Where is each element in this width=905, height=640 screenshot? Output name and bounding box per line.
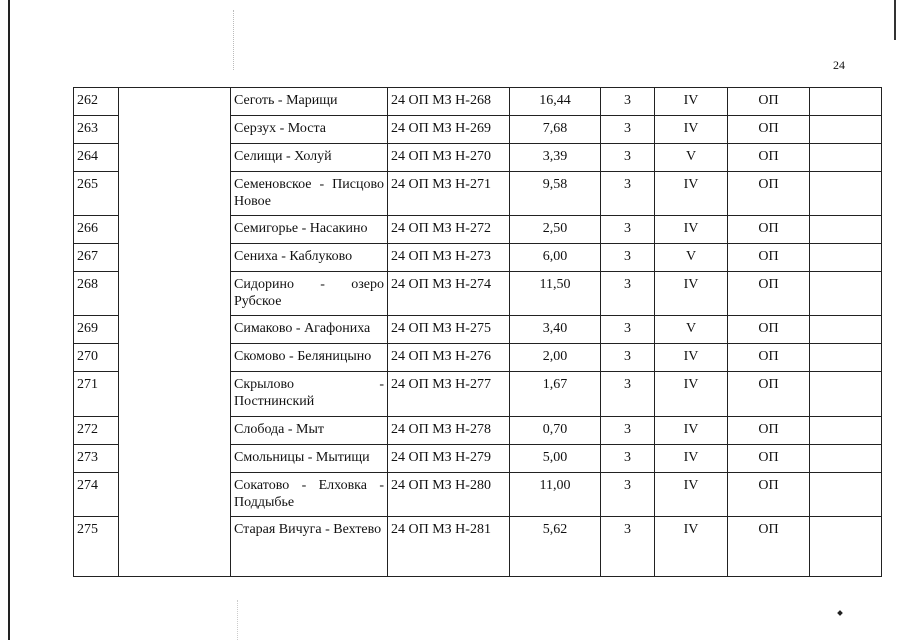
road-significance: ОП bbox=[728, 344, 810, 372]
road-length: 5,62 bbox=[510, 517, 601, 577]
road-category: IV bbox=[655, 473, 728, 517]
empty-cell bbox=[810, 272, 882, 316]
road-name: Серзух - Моста bbox=[231, 116, 388, 144]
row-number: 264 bbox=[74, 144, 119, 172]
empty-cell bbox=[810, 88, 882, 116]
road-category: IV bbox=[655, 445, 728, 473]
scan-artifact bbox=[237, 600, 239, 640]
road-name: Селищи - Холуй bbox=[231, 144, 388, 172]
row-number: 269 bbox=[74, 316, 119, 344]
road-significance: ОП bbox=[728, 88, 810, 116]
road-code: 24 ОП МЗ Н-276 bbox=[388, 344, 510, 372]
row-number: 262 bbox=[74, 88, 119, 116]
road-lanes: 3 bbox=[601, 216, 655, 244]
road-significance: ОП bbox=[728, 517, 810, 577]
road-length: 9,58 bbox=[510, 172, 601, 216]
empty-cell bbox=[810, 372, 882, 417]
empty-cell bbox=[810, 517, 882, 577]
road-name: Скрылово - Постнинский bbox=[231, 372, 388, 417]
road-significance: ОП bbox=[728, 116, 810, 144]
road-significance: ОП bbox=[728, 316, 810, 344]
scan-artifact bbox=[233, 10, 235, 70]
road-lanes: 3 bbox=[601, 473, 655, 517]
road-length: 11,50 bbox=[510, 272, 601, 316]
road-code: 24 ОП МЗ Н-280 bbox=[388, 473, 510, 517]
road-code: 24 ОП МЗ Н-277 bbox=[388, 372, 510, 417]
road-length: 3,39 bbox=[510, 144, 601, 172]
merged-district-cell bbox=[119, 88, 231, 577]
road-name: Сидорино - озеро Рубское bbox=[231, 272, 388, 316]
road-lanes: 3 bbox=[601, 417, 655, 445]
road-name: Смольницы - Мытищи bbox=[231, 445, 388, 473]
road-name: Сокатово - Елховка - Поддыбье bbox=[231, 473, 388, 517]
road-name: Сеготь - Марищи bbox=[231, 88, 388, 116]
empty-cell bbox=[810, 445, 882, 473]
road-length: 11,00 bbox=[510, 473, 601, 517]
scan-speck bbox=[837, 610, 843, 616]
empty-cell bbox=[810, 316, 882, 344]
road-category: IV bbox=[655, 417, 728, 445]
road-category: IV bbox=[655, 372, 728, 417]
empty-cell bbox=[810, 172, 882, 216]
road-lanes: 3 bbox=[601, 316, 655, 344]
road-code: 24 ОП МЗ Н-278 bbox=[388, 417, 510, 445]
road-category: IV bbox=[655, 172, 728, 216]
road-lanes: 3 bbox=[601, 272, 655, 316]
row-number: 266 bbox=[74, 216, 119, 244]
road-category: IV bbox=[655, 216, 728, 244]
road-category: V bbox=[655, 144, 728, 172]
road-significance: ОП bbox=[728, 272, 810, 316]
road-significance: ОП bbox=[728, 216, 810, 244]
road-lanes: 3 bbox=[601, 144, 655, 172]
road-significance: ОП bbox=[728, 144, 810, 172]
table-row bbox=[74, 88, 882, 116]
row-number: 265 bbox=[74, 172, 119, 216]
empty-cell bbox=[810, 417, 882, 445]
road-name: Семеновское - Писцово Новое bbox=[231, 172, 388, 216]
road-category: V bbox=[655, 244, 728, 272]
road-category: IV bbox=[655, 116, 728, 144]
road-length: 2,00 bbox=[510, 344, 601, 372]
road-category: IV bbox=[655, 517, 728, 577]
road-length: 16,44 bbox=[510, 88, 601, 116]
road-length: 5,00 bbox=[510, 445, 601, 473]
row-number: 271 bbox=[74, 372, 119, 417]
road-length: 1,67 bbox=[510, 372, 601, 417]
road-length: 3,40 bbox=[510, 316, 601, 344]
road-length: 2,50 bbox=[510, 216, 601, 244]
road-code: 24 ОП МЗ Н-281 bbox=[388, 517, 510, 577]
row-number: 270 bbox=[74, 344, 119, 372]
road-significance: ОП bbox=[728, 244, 810, 272]
road-lanes: 3 bbox=[601, 88, 655, 116]
road-lanes: 3 bbox=[601, 244, 655, 272]
road-code: 24 ОП МЗ Н-279 bbox=[388, 445, 510, 473]
road-code: 24 ОП МЗ Н-268 bbox=[388, 88, 510, 116]
road-significance: ОП bbox=[728, 372, 810, 417]
road-code: 24 ОП МЗ Н-269 bbox=[388, 116, 510, 144]
road-name: Симаково - Агафониха bbox=[231, 316, 388, 344]
roads-table bbox=[73, 87, 882, 577]
binding-margin-line bbox=[8, 0, 10, 640]
road-lanes: 3 bbox=[601, 344, 655, 372]
empty-cell bbox=[810, 116, 882, 144]
road-lanes: 3 bbox=[601, 172, 655, 216]
row-number: 272 bbox=[74, 417, 119, 445]
road-lanes: 3 bbox=[601, 517, 655, 577]
road-lanes: 3 bbox=[601, 372, 655, 417]
empty-cell bbox=[810, 344, 882, 372]
page-number: 24 bbox=[833, 58, 845, 72]
road-lanes: 3 bbox=[601, 445, 655, 473]
road-name: Скомово - Беляницыно bbox=[231, 344, 388, 372]
road-name: Сениха - Каблуково bbox=[231, 244, 388, 272]
row-number: 273 bbox=[74, 445, 119, 473]
road-code: 24 ОП МЗ Н-274 bbox=[388, 272, 510, 316]
road-length: 7,68 bbox=[510, 116, 601, 144]
empty-cell bbox=[810, 216, 882, 244]
road-significance: ОП bbox=[728, 172, 810, 216]
scan-edge-mark bbox=[894, 0, 896, 40]
road-length: 0,70 bbox=[510, 417, 601, 445]
road-code: 24 ОП МЗ Н-272 bbox=[388, 216, 510, 244]
row-number: 263 bbox=[74, 116, 119, 144]
road-name: Слобода - Мыт bbox=[231, 417, 388, 445]
road-length: 6,00 bbox=[510, 244, 601, 272]
empty-cell bbox=[810, 144, 882, 172]
empty-cell bbox=[810, 473, 882, 517]
row-number: 274 bbox=[74, 473, 119, 517]
roads-table-body bbox=[74, 88, 882, 577]
empty-cell bbox=[810, 244, 882, 272]
road-code: 24 ОП МЗ Н-273 bbox=[388, 244, 510, 272]
road-category: IV bbox=[655, 88, 728, 116]
row-number: 275 bbox=[74, 517, 119, 577]
road-category: IV bbox=[655, 344, 728, 372]
road-name: Семигорье - Насакино bbox=[231, 216, 388, 244]
road-lanes: 3 bbox=[601, 116, 655, 144]
road-code: 24 ОП МЗ Н-271 bbox=[388, 172, 510, 216]
road-name: Старая Вичуга - Вехтево bbox=[231, 517, 388, 577]
road-code: 24 ОП МЗ Н-275 bbox=[388, 316, 510, 344]
row-number: 267 bbox=[74, 244, 119, 272]
road-significance: ОП bbox=[728, 445, 810, 473]
road-category: IV bbox=[655, 272, 728, 316]
road-significance: ОП bbox=[728, 473, 810, 517]
row-number: 268 bbox=[74, 272, 119, 316]
road-significance: ОП bbox=[728, 417, 810, 445]
road-code: 24 ОП МЗ Н-270 bbox=[388, 144, 510, 172]
road-category: V bbox=[655, 316, 728, 344]
